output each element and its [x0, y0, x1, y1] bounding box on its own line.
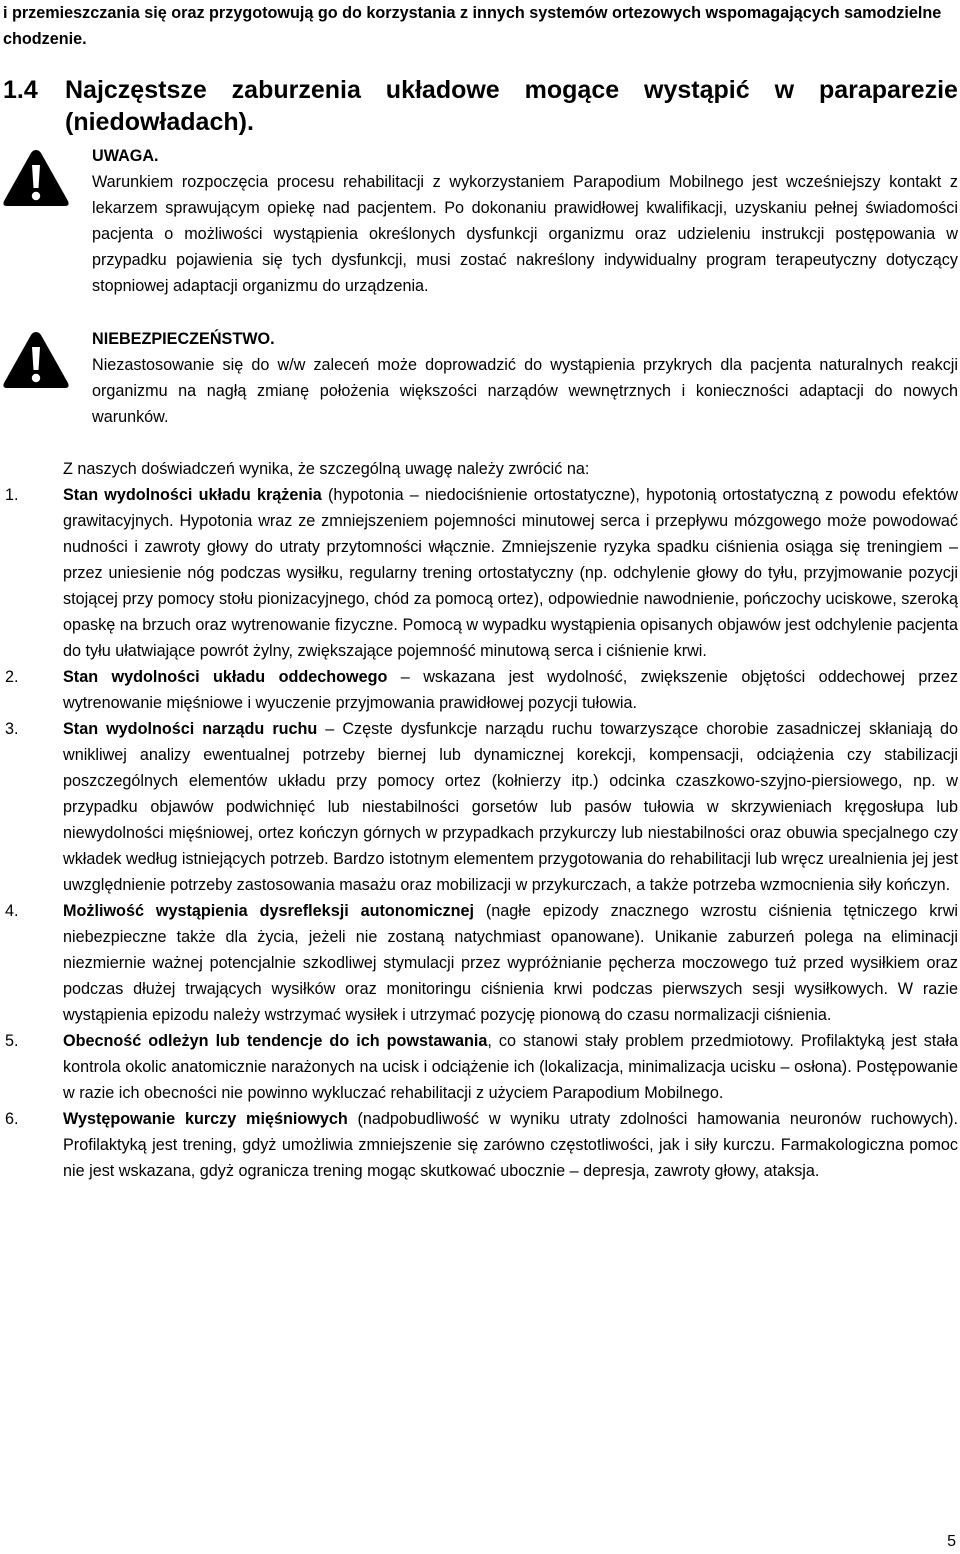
- page-number: 5: [947, 1533, 956, 1550]
- item-text: (hypotonia – niedociśnienie ortostatyczne), hypotonią ortostatyczną z powodu efektów grawitacyjnych. Hypotonia wraz ze zmniejszeniem pojemności minutowej serca i przepływu mózgowego może powodować nudności i zawroty głowy do utraty przytomności włącznie. Zmniejszenie ryzyka spadku ciśnienia osiąga się treningiem – przez uniesienie nóg podczas wysiłku, regularny trening ortostatyczny (np. odchylenie głowy do tyłu, przyjmowanie pozycji stojącej przy pomocy stołu pionizacyjnego, chód za pomocą ortez), odpowiednie nawodnienie, pończochy uciskowe, szeroką opaskę na brzuch oraz wytrenowanie fizyczne. Pomocą w wypadku wystąpienia opisanych objawów jest odchylenie pacjenta do tyłu ułatwiające powrót żylny, zwiększające pojemność minutową serca i ciśnienie krwi.: [63, 486, 958, 660]
- item-term: Możliwość wystąpienia dysrefleksji autonomicznej: [63, 902, 474, 920]
- notice-danger: [92, 326, 958, 430]
- disorder-list: [0, 482, 958, 1184]
- section-heading: [3, 74, 958, 138]
- list-item: [0, 898, 958, 1028]
- lead-paragraph: Z naszych doświadczeń wynika, że szczególną uwagę należy zwrócić na:: [63, 460, 590, 478]
- item-term: Stan wydolności narządu ruchu: [63, 720, 318, 738]
- list-item: [0, 1028, 958, 1106]
- notice-title: NIEBEZPIECZEŃSTWO.: [92, 330, 275, 348]
- warning-triangle-icon: [2, 148, 70, 208]
- list-marker: 4.: [5, 902, 19, 920]
- notice-title: UWAGA.: [92, 147, 159, 165]
- list-item: [0, 482, 958, 664]
- section-title-line2: (niedowładach).: [65, 108, 254, 136]
- list-marker: 1.: [5, 486, 19, 504]
- item-text: (nadpobudliwość w wyniku utraty zdolności hamowania neuronów ruchowych). Profilaktyką jest trening, gdyż umożliwia zmniejszenie się zarówno częstotliwości, jak i siły kurczu. Farmakologiczna pomoc nie jest wskazana, gdyż ogranicza trening mogąc skutkować ubocznie – depresja, zawroty głowy, ataksja.: [63, 1110, 958, 1180]
- list-marker: 5.: [5, 1032, 19, 1050]
- item-text: , co stanowi stały problem przedmiotowy. Profilaktyką jest stała kontrola okolic anatomicznie narażonych na ucisk i odciążenie ich (lokalizacja, minimalizacja ucisku – osłona). Postępowanie w razie ich obecności nie powinno wykluczać rehabilitacji z użyciem Parapodium Mobilnego.: [63, 1032, 958, 1102]
- item-term: Stan wydolności układu krążenia: [63, 486, 322, 504]
- section-title: Najczęstsze zaburzenia układowe mogące wystąpić w paraparezie: [65, 76, 958, 104]
- notice-text: Warunkiem rozpoczęcia procesu rehabilitacji z wykorzystaniem Parapodium Mobilnego jest wcześniejszy kontakt z lekarzem sprawującym opiekę nad pacjentem. Po dokonaniu prawidłowej kwalifikacji, uzyskaniu pełnej świadomości pacjenta o możliwości wystąpienia określonych dysfunkcji organizmu oraz udzieleniu instrukcji postępowania w przypadku pojawienia się tych dysfunkcji, musi zostać nakreślony indywidualny program terapeutyczny dotyczący stopniowej adaptacji organizmu do urządzenia.: [92, 173, 958, 295]
- list-marker: 2.: [5, 668, 19, 686]
- warning-triangle-icon: [2, 330, 70, 390]
- list-item: [0, 716, 958, 898]
- notice-warning: [92, 143, 958, 299]
- list-item: [0, 1106, 958, 1184]
- list-item: [0, 664, 958, 716]
- notice-text: Niezastosowanie się do w/w zaleceń może doprowadzić do wystąpienia przykrych dla pacjenta naturalnych reakcji organizmu na nagłą zmianę położenia większości narządów wewnętrznych i konieczności adaptacji do nowych warunków.: [92, 356, 958, 426]
- item-term: Obecność odleżyn lub tendencje do ich powstawania: [63, 1032, 488, 1050]
- intro-paragraph: i przemieszczania się oraz przygotowują go do korzystania z innych systemów ortezowych wspomagających samodzielne chodzenie.: [3, 4, 942, 48]
- item-term: Stan wydolności układu oddechowego: [63, 668, 388, 686]
- section-number: 1.4: [3, 76, 38, 104]
- list-marker: 6.: [5, 1110, 19, 1128]
- list-marker: 3.: [5, 720, 19, 738]
- item-term: Występowanie kurczy mięśniowych: [63, 1110, 348, 1128]
- item-text: – wskazana jest wydolność, zwiększenie objętości oddechowej przez wytrenowanie mięśniowe i wyuczenie przyjmowania prawidłowej pozycji tułowia.: [63, 668, 958, 712]
- item-text: – Częste dysfunkcje narządu ruchu towarzyszące chorobie zasadniczej skłaniają do wnikliwej analizy ewentualnej potrzeby biernej lub dynamicznej korekcji, kompensacji, odciążenia czy stabilizacji poszczególnych elementów układu przy pomocy ortez (kołnierzy itp.) odcinka czaszkowo-szyjno-piersiowego, np. w przypadku objawów podwichnięć lub niestabilności gorsetów lub pasów tułowia w skrzywieniach kręgosłupa lub niewydolności mięśniowej, ortez kończyn górnych w przypadkach przykurczy lub niestabilności oraz obuwia specjalnego czy wkładek według istniejących potrzeb. Bardzo istotnym elementem przygotowania do rehabilitacji lub wręcz urealnienia jej jest uwzględnienie potrzeby zastosowania masażu oraz mobilizacji w przykurczach, a także potrzeba wzmocnienia siły kończyn.: [63, 720, 958, 894]
- item-text: (nagłe epizody znacznego wzrostu ciśnienia tętniczego krwi niebezpieczne także dla życia, jeżeli nie zostaną natychmiast opanowane). Unikanie zaburzeń polega na eliminacji niezmiernie ważnej potencjalnie szkodliwej stymulacji przez wypróżnianie pęcherza moczowego tuż przed wysiłkiem oraz podczas dłużej trwających wysiłków oraz monitoringu ciśnienia krwi podczas pierwszych sesji wysiłkowych. W razie wystąpienia epizodu należy wstrzymać wysiłek i utrzymać pozycję pionową do czasu normalizacji ciśnienia.: [63, 902, 958, 1024]
